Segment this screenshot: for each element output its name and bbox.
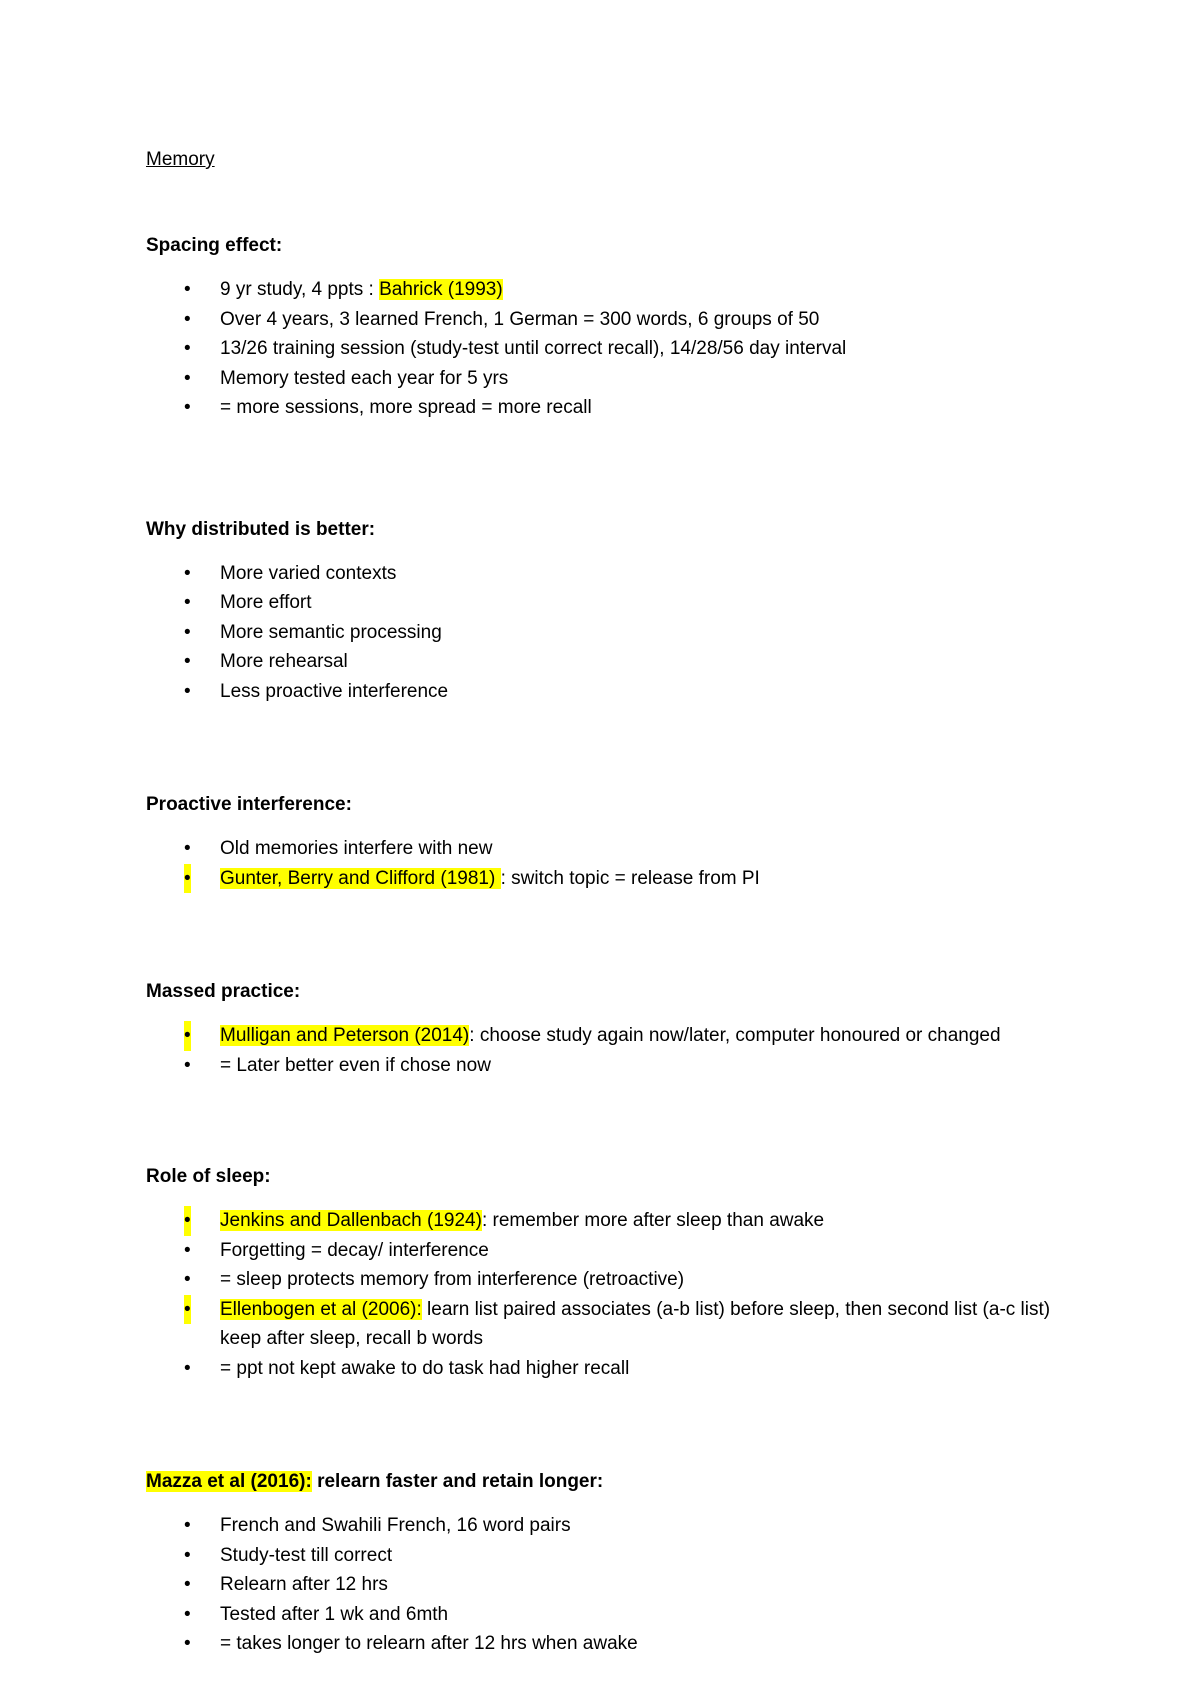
bullet-list <box>146 1206 1086 1383</box>
item-text: Memory tested each year for 5 yrs <box>220 367 509 389</box>
list-item <box>146 1570 1086 1600</box>
heading-text: Proactive interference: <box>146 794 352 815</box>
list-item <box>146 1511 1086 1541</box>
list-item <box>146 618 1086 648</box>
list-item <box>146 1021 1086 1051</box>
list-item <box>146 1206 1086 1236</box>
document-content <box>146 145 1086 1659</box>
section-heading <box>146 977 1086 1007</box>
item-text: Study-test till correct <box>220 1544 393 1566</box>
bullet-icon: • <box>184 279 191 300</box>
section <box>146 231 1086 423</box>
item-text: = sleep protects memory from interference (retroactive) <box>220 1269 685 1290</box>
bullet-icon: • <box>184 367 191 389</box>
page-title: Memory <box>146 149 215 170</box>
bullet-icon: • <box>184 1574 191 1595</box>
bullet-icon: • <box>184 1515 191 1536</box>
list-item <box>146 1236 1086 1266</box>
item-text: More rehearsal <box>220 651 348 672</box>
list-item <box>146 677 1086 707</box>
item-text: = Later better even if chose now <box>220 1054 491 1076</box>
list-item <box>146 1354 1086 1384</box>
item-text: 9 yr study, 4 ppts : <box>220 279 380 300</box>
section <box>146 1467 1086 1659</box>
item-text: = more sessions, more spread = more recall <box>220 397 592 418</box>
bullet-icon: • <box>184 1269 191 1290</box>
list-item <box>146 1051 1086 1081</box>
heading-text: Spacing effect: <box>146 235 283 256</box>
item-text: = takes longer to relearn after 12 hrs when awake <box>220 1633 638 1654</box>
list-item <box>146 334 1086 364</box>
bullet-icon: • <box>184 1239 191 1261</box>
section <box>146 977 1086 1080</box>
bullet-list <box>146 1021 1086 1080</box>
item-text: 13/26 training session (study-test until correct recall), 14/28/56 day interval <box>220 338 847 359</box>
list-item <box>146 834 1086 864</box>
item-text: Tested after 1 wk and 6mth <box>220 1603 449 1625</box>
list-item <box>146 364 1086 394</box>
list-item <box>146 588 1086 618</box>
bullet-icon: • <box>184 1054 191 1076</box>
item-text: More varied contexts <box>220 562 397 584</box>
bullet-icon: • <box>184 864 191 894</box>
item-text: Less proactive interference <box>220 680 449 702</box>
item-text: : remember more after sleep than awake <box>481 1210 825 1231</box>
section-heading <box>146 1467 1086 1497</box>
item-text: French and Swahili French, 16 word pairs <box>220 1515 571 1536</box>
bullet-list <box>146 1511 1086 1659</box>
item-text: : choose study again now/later, computer honoured or changed <box>469 1025 1001 1046</box>
heading-text: relearn faster and retain longer: <box>311 1471 604 1492</box>
bullet-list <box>146 834 1086 893</box>
heading-text: Why distributed is better: <box>146 518 376 540</box>
bullet-icon: • <box>184 838 191 859</box>
bullet-icon: • <box>184 1544 191 1566</box>
list-item <box>146 1541 1086 1571</box>
bullet-icon: • <box>184 308 191 330</box>
item-text: : switch topic = release from PI <box>500 867 760 889</box>
list-item <box>146 393 1086 423</box>
section <box>146 1162 1086 1383</box>
heading-text: Role of sleep: <box>146 1166 271 1187</box>
bullet-icon: • <box>184 651 191 672</box>
heading-citation-highlight: Mazza et al (2016): <box>146 1471 312 1492</box>
list-item <box>146 1600 1086 1630</box>
bullet-icon: • <box>184 621 191 643</box>
section-heading <box>146 231 1086 261</box>
section <box>146 515 1086 707</box>
bullet-icon: • <box>184 1633 191 1654</box>
bullet-list <box>146 559 1086 707</box>
item-text: More effort <box>220 592 312 613</box>
list-item <box>146 864 1086 894</box>
bullet-icon: • <box>184 397 191 418</box>
list-item <box>146 1265 1086 1295</box>
bullet-icon: • <box>184 680 191 702</box>
list-item <box>146 1629 1086 1659</box>
list-item <box>146 1295 1086 1354</box>
item-text: Over 4 years, 3 learned French, 1 German = 300 words, 6 groups of 50 <box>220 308 820 330</box>
heading-text: Massed practice: <box>146 981 301 1002</box>
bullet-icon: • <box>184 1021 191 1051</box>
bullet-icon: • <box>184 1357 191 1379</box>
list-item <box>146 305 1086 335</box>
list-item <box>146 647 1086 677</box>
bullet-icon: • <box>184 592 191 613</box>
sections-container <box>146 231 1086 1659</box>
citation-highlight: Jenkins and Dallenbach (1924) <box>220 1210 482 1231</box>
section-heading <box>146 1162 1086 1192</box>
citation-highlight: Ellenbogen et al (2006): <box>220 1298 422 1320</box>
list-item <box>146 275 1086 305</box>
bullet-icon: • <box>184 1603 191 1625</box>
citation-highlight: Mulligan and Peterson (2014) <box>220 1025 470 1046</box>
item-text: = ppt not kept awake to do task had higher recall <box>220 1357 630 1379</box>
bullet-icon: • <box>184 562 191 584</box>
list-item <box>146 559 1086 589</box>
item-text: Forgetting = decay/ interference <box>220 1239 489 1261</box>
section-heading <box>146 790 1086 820</box>
bullet-list <box>146 275 1086 423</box>
citation-highlight: Gunter, Berry and Clifford (1981) <box>220 867 501 889</box>
item-text: Old memories interfere with new <box>220 838 493 859</box>
item-text: learn list paired associates (a-b list) before sleep, then second list (a-c list) keep after sleep, recall b words <box>220 1298 1051 1349</box>
section-heading <box>146 515 1086 545</box>
bullet-icon: • <box>184 1295 191 1325</box>
bullet-icon: • <box>184 1206 191 1236</box>
citation-highlight: Bahrick (1993) <box>379 279 503 300</box>
item-text: Relearn after 12 hrs <box>220 1574 388 1595</box>
item-text: More semantic processing <box>220 621 442 643</box>
section <box>146 790 1086 893</box>
bullet-icon: • <box>184 338 191 359</box>
